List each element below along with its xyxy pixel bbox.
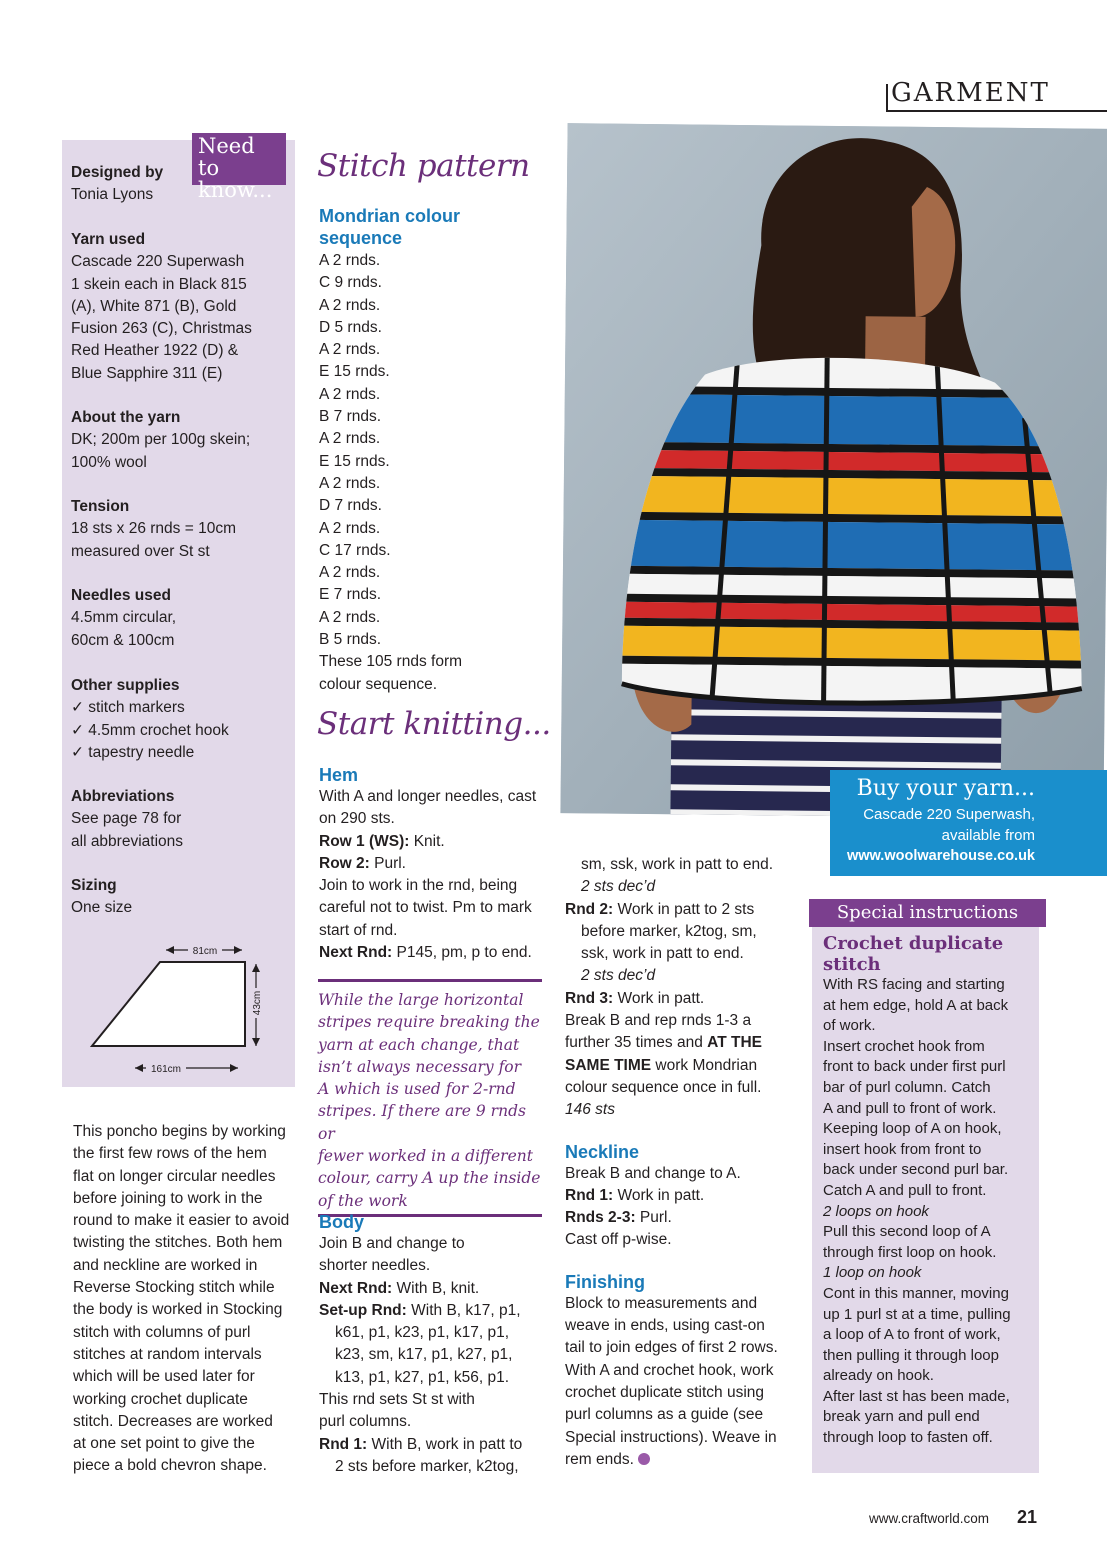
sequence-row: A 2 rnds. bbox=[319, 430, 381, 448]
neck-rnd1-line bbox=[565, 1185, 800, 1207]
row1-label: Row 1 (WS): bbox=[319, 832, 410, 850]
yarn-line: Red Heather 1922 (D) & bbox=[71, 342, 239, 360]
sts-note: 146 sts bbox=[565, 1101, 615, 1119]
neck-line: Break B and change to A. bbox=[565, 1164, 741, 1182]
quote-line: While the large horizontal bbox=[318, 991, 524, 1009]
body-next-label: Next Rnd: bbox=[319, 1279, 393, 1297]
finishing-line: weave in ends, using cast-on bbox=[565, 1317, 765, 1335]
next-rnd-label: Next Rnd: bbox=[319, 944, 393, 962]
colour-once-line: colour sequence once in full. bbox=[565, 1078, 762, 1096]
sequence-row: A 2 rnds. bbox=[319, 519, 381, 537]
tension bbox=[71, 496, 236, 563]
setup-label: Set-up Rnd: bbox=[319, 1301, 407, 1319]
arrowhead bbox=[234, 946, 242, 954]
measure-top-label: 81cm bbox=[192, 946, 218, 957]
quote-line: yarn at each change, that bbox=[318, 1035, 520, 1054]
yarn-line: 1 skein each in Black 815 bbox=[71, 275, 247, 293]
tension-line: 18 sts x 26 rnds = 10cm bbox=[71, 520, 236, 538]
intro-line: at one set point to give the bbox=[73, 1435, 255, 1453]
sequence-row: E 15 rnds. bbox=[319, 363, 390, 381]
neck-rnds-label: Rnds 2-3: bbox=[565, 1209, 636, 1227]
same-time-line bbox=[565, 1055, 800, 1077]
rnd3-line bbox=[565, 988, 800, 1010]
neck-rnd1-text: Work in patt. bbox=[613, 1186, 705, 1204]
schematic-shape bbox=[92, 962, 245, 1046]
poncho-illustration bbox=[560, 123, 1107, 819]
body-subhead: Body bbox=[319, 1212, 364, 1232]
start-knitting-heading: Start knitting... bbox=[317, 706, 551, 742]
special-line: front to back under first purl bbox=[823, 1058, 1006, 1076]
finishing-subhead: Finishing bbox=[565, 1271, 645, 1292]
intro-line: stitch with columns of purl bbox=[73, 1323, 251, 1341]
needles-line: 4.5mm circular, bbox=[71, 609, 177, 627]
sizing-label: Sizing bbox=[71, 877, 117, 894]
sets-line: purl columns. bbox=[319, 1413, 412, 1431]
section-rule bbox=[886, 110, 1107, 112]
mondrian-sequence bbox=[319, 205, 462, 696]
body-line: shorter needles. bbox=[319, 1257, 431, 1275]
yarn-used bbox=[71, 229, 252, 385]
intro-line: before joining to work in the bbox=[73, 1189, 263, 1207]
schematic-diagram bbox=[80, 936, 280, 1081]
intro-text bbox=[73, 1121, 303, 1478]
sequence-row: E 15 rnds. bbox=[319, 452, 390, 470]
intro-line: flat on longer circular needles bbox=[73, 1167, 276, 1185]
hem-line: With A and longer needles, cast bbox=[319, 788, 537, 805]
quote-line: stripes require breaking the bbox=[318, 1013, 540, 1032]
about-yarn bbox=[71, 407, 250, 474]
neck-rnds-line bbox=[565, 1207, 800, 1229]
setup-line bbox=[319, 1300, 549, 1322]
row2-label: Row 2: bbox=[319, 854, 370, 872]
yarn-ball-icon bbox=[638, 1453, 650, 1465]
neck-rnds-text: Purl. bbox=[635, 1209, 672, 1227]
designer-name: Tonia Lyons bbox=[71, 186, 154, 204]
sequence-row: A 2 rnds. bbox=[319, 296, 381, 314]
special-content bbox=[823, 933, 1038, 1449]
body-section bbox=[319, 1211, 549, 1478]
section-label: GARMENT bbox=[891, 78, 1050, 108]
rnd2-text: Work in patt to 2 sts bbox=[613, 900, 755, 918]
sequence-row: A 2 rnds. bbox=[319, 564, 381, 582]
cont-line: sm, ssk, work in patt to end. bbox=[581, 856, 774, 873]
intro-line: round to make it easier to avoid bbox=[73, 1212, 290, 1230]
rnd2-indent: ssk, work in patt to end. bbox=[581, 945, 744, 963]
sequence-row: E 7 rnds. bbox=[319, 586, 382, 604]
rnd3-text: Work in patt. bbox=[613, 989, 705, 1007]
sets-line: This rnd sets St st with bbox=[319, 1391, 475, 1409]
quote-line: colour, carry A up the inside bbox=[318, 1169, 541, 1188]
intro-line: working crochet duplicate bbox=[73, 1390, 248, 1408]
tension-line: measured over St st bbox=[71, 542, 210, 560]
same-time: SAME TIME bbox=[565, 1056, 652, 1074]
supplies-label: Other supplies bbox=[71, 677, 180, 694]
break-line: Break B and rep rnds 1-3 a bbox=[565, 1012, 752, 1030]
supply-item: ✓ stitch markers bbox=[71, 699, 185, 717]
about-yarn-label: About the yarn bbox=[71, 409, 181, 426]
mondrian-subhead: sequence bbox=[319, 228, 403, 248]
hem-line: on 290 sts. bbox=[319, 810, 395, 828]
quote-line: of the work bbox=[318, 1191, 408, 1210]
page-number: 21 bbox=[1017, 1507, 1038, 1527]
quote-line: fewer worked in a different bbox=[318, 1147, 533, 1166]
intro-line: the first few rows of the hem bbox=[73, 1145, 267, 1163]
special-line: Pull this second loop of A bbox=[823, 1223, 991, 1241]
special-subhead: stitch bbox=[823, 954, 881, 975]
sequence-row: A 2 rnds. bbox=[319, 341, 381, 359]
setup-indent: k23, sm, k17, p1, k27, p1, bbox=[335, 1346, 513, 1364]
intro-line: twisting the stitches. Both hem bbox=[73, 1234, 283, 1252]
finishing-line: Special instructions). Weave in bbox=[565, 1428, 777, 1446]
special-line: then pulling it through loop bbox=[823, 1346, 999, 1364]
yarn-used-label: Yarn used bbox=[71, 231, 146, 248]
buy-yarn-link[interactable]: www.woolwarehouse.co.uk bbox=[847, 848, 1035, 864]
dec-note: 2 sts dec’d bbox=[581, 967, 656, 985]
at-the: AT THE bbox=[707, 1034, 762, 1052]
quote-line: stripes. If there are 9 rnds or bbox=[318, 1102, 526, 1143]
further-text: further 35 times and bbox=[565, 1034, 708, 1052]
intro-line: which will be used later for bbox=[73, 1368, 255, 1386]
finishing-line: Block to measurements and bbox=[565, 1294, 758, 1312]
intro-line: Reverse Stocking stitch while bbox=[73, 1279, 275, 1297]
sequence-row: B 5 rnds. bbox=[319, 631, 382, 649]
arrowhead bbox=[135, 1064, 143, 1072]
sequence-closing: These 105 rnds form bbox=[319, 653, 463, 671]
finishing-line: tail to join edges of first 2 rows. bbox=[565, 1339, 778, 1357]
sequence-row: C 9 rnds. bbox=[319, 274, 382, 292]
intro-line: stitch. Decreases are worked bbox=[73, 1412, 273, 1430]
abbrev-label: Abbreviations bbox=[71, 788, 175, 805]
sequence-row: A 2 rnds. bbox=[319, 474, 381, 492]
special-line: Keeping loop of A on hook, bbox=[823, 1120, 1002, 1138]
special-line: With RS facing and starting bbox=[823, 976, 1005, 993]
next-rnd-text: P145, pm, p to end. bbox=[392, 944, 532, 962]
sequence-row: A 2 rnds. bbox=[319, 252, 381, 269]
join-line: start of rnd. bbox=[319, 921, 398, 939]
special-instructions-tab: Special instructions bbox=[809, 899, 1046, 927]
buy-yarn-line2: available from bbox=[941, 827, 1035, 844]
body-next-line bbox=[319, 1278, 549, 1300]
hem-section bbox=[319, 764, 549, 964]
yarn-line: Fusion 263 (C), Christmas bbox=[71, 320, 252, 338]
row1-line bbox=[319, 831, 549, 853]
rnd1-text: With B, work in patt to bbox=[367, 1435, 523, 1453]
body-next-text: With B, knit. bbox=[392, 1279, 480, 1297]
special-line: back under second purl bar. bbox=[823, 1161, 1009, 1179]
special-line: a loop of A to front of work, bbox=[823, 1326, 1001, 1344]
neck-cast-line: Cast off p-wise. bbox=[565, 1231, 672, 1249]
special-line: bar of purl column. Catch bbox=[823, 1078, 991, 1096]
measure-side-label: 43cm bbox=[252, 990, 263, 1016]
special-line: A and pull to front of work. bbox=[823, 1099, 997, 1117]
supply-item: ✓ 4.5mm crochet hook bbox=[71, 721, 229, 739]
abbrev-line: all abbreviations bbox=[71, 832, 184, 850]
mondrian-subhead: Mondrian colour bbox=[319, 206, 460, 226]
rnd3-label: Rnd 3: bbox=[565, 989, 614, 1007]
join-line: Join to work in the rnd, being bbox=[319, 877, 518, 895]
special-line: 1 loop on hook bbox=[823, 1264, 922, 1282]
quote-line: A which is used for 2-rnd bbox=[318, 1080, 516, 1099]
dec-note: 2 sts dec’d bbox=[581, 878, 656, 896]
special-line: up 1 purl st at a time, pulling bbox=[823, 1305, 1011, 1323]
further-line bbox=[565, 1032, 800, 1054]
special-line: 2 loops on hook bbox=[823, 1202, 929, 1220]
stitch-pattern-heading: Stitch pattern bbox=[317, 148, 530, 184]
special-line: already on hook. bbox=[823, 1367, 934, 1385]
about-line: 100% wool bbox=[71, 453, 147, 471]
intro-line: stitches at random intervals bbox=[73, 1345, 262, 1363]
other-supplies bbox=[71, 675, 229, 764]
finishing-last-line bbox=[565, 1449, 800, 1471]
needles-label: Needles used bbox=[71, 587, 171, 604]
arrowhead bbox=[230, 1064, 238, 1072]
body-line: Join B and change to bbox=[319, 1235, 465, 1252]
setup-text: With B, k17, p1, bbox=[406, 1301, 521, 1319]
finishing-last: rem ends. bbox=[565, 1450, 634, 1468]
neck-rnd1-label: Rnd 1: bbox=[565, 1186, 614, 1204]
footer-url[interactable]: www.craftworld.com bbox=[869, 1511, 990, 1526]
needles-used bbox=[71, 585, 176, 652]
rnd1-line bbox=[319, 1434, 549, 1456]
quote-line: isn’t always necessary for bbox=[318, 1057, 522, 1076]
sequence-row: D 5 rnds. bbox=[319, 318, 382, 336]
about-line: DK; 200m per 100g skein; bbox=[71, 431, 251, 449]
special-line: through first loop on hook. bbox=[823, 1243, 997, 1261]
need-to-know-line1: Need to bbox=[198, 134, 255, 180]
arrowhead bbox=[166, 946, 174, 954]
poncho-photo bbox=[560, 123, 1107, 819]
rnd2-indent: before marker, k2tog, sm, bbox=[581, 922, 757, 940]
tip-quote bbox=[318, 979, 542, 1217]
same-rest: work Mondrian bbox=[651, 1056, 758, 1074]
sequence-row: C 17 rnds. bbox=[319, 541, 391, 559]
setup-indent: k13, p1, k27, p1, k56, p1. bbox=[335, 1368, 510, 1386]
supply-item: ✓ tapestry needle bbox=[71, 743, 195, 761]
finishing-line: purl columns as a guide (see bbox=[565, 1406, 764, 1424]
setup-indent: k61, p1, k23, p1, k17, p1, bbox=[335, 1324, 510, 1342]
finishing-line: With A and crochet hook, work bbox=[565, 1361, 774, 1379]
buy-yarn-box bbox=[830, 770, 1107, 876]
need-to-know-tab bbox=[192, 133, 286, 202]
needles-line: 60cm & 100cm bbox=[71, 631, 175, 649]
sizing bbox=[71, 875, 132, 920]
row2-line bbox=[319, 853, 549, 875]
measure-bottom-label: 161cm bbox=[150, 1064, 182, 1075]
yarn-line: (A), White 871 (B), Gold bbox=[71, 297, 237, 315]
designed-by bbox=[71, 162, 163, 207]
col3-section bbox=[565, 854, 800, 1471]
intro-line: This poncho begins by working bbox=[73, 1123, 286, 1140]
abbreviations bbox=[71, 786, 183, 853]
sequence-row: A 2 rnds. bbox=[319, 385, 381, 403]
rnd2-label: Rnd 2: bbox=[565, 900, 614, 918]
tension-label: Tension bbox=[71, 498, 130, 515]
special-line: break yarn and pull end bbox=[823, 1408, 980, 1426]
sequence-row: A 2 rnds. bbox=[319, 608, 381, 626]
row2-text: Purl. bbox=[369, 854, 406, 872]
next-rnd-line bbox=[319, 942, 549, 964]
intro-line: and neckline are worked in bbox=[73, 1256, 258, 1274]
sequence-row: D 7 rnds. bbox=[319, 497, 382, 515]
yarn-line: Cascade 220 Superwash bbox=[71, 253, 245, 271]
intro-line: the body is worked in Stocking bbox=[73, 1301, 283, 1319]
rnd1-label: Rnd 1: bbox=[319, 1435, 368, 1453]
sizing-value: One size bbox=[71, 899, 133, 917]
abbrev-line: See page 78 for bbox=[71, 810, 182, 828]
special-line: Cont in this manner, moving bbox=[823, 1284, 1009, 1302]
rnd2-line bbox=[565, 899, 800, 921]
special-line: Insert crochet hook from bbox=[823, 1037, 985, 1055]
intro-line: piece a bold chevron shape. bbox=[73, 1457, 267, 1475]
rnd1-indent: 2 sts before marker, k2tog, bbox=[335, 1457, 519, 1475]
special-subhead: Crochet duplicate bbox=[823, 933, 1004, 954]
sequence-row: B 7 rnds. bbox=[319, 408, 382, 426]
hem-subhead: Hem bbox=[319, 765, 359, 785]
designed-by-label: Designed by bbox=[71, 164, 164, 181]
arrowhead bbox=[252, 964, 260, 972]
buy-yarn-line1: Cascade 220 Superwash, bbox=[863, 806, 1035, 823]
sequence-list bbox=[319, 250, 462, 696]
buy-yarn-title: Buy your yarn... bbox=[856, 776, 1035, 801]
special-line: insert hook from front to bbox=[823, 1140, 982, 1158]
special-lines bbox=[823, 975, 1038, 1449]
row1-text: Knit. bbox=[409, 832, 445, 850]
finishing-line: crochet duplicate stitch using bbox=[565, 1383, 765, 1401]
neckline-subhead: Neckline bbox=[565, 1141, 640, 1162]
join-line: careful not to twist. Pm to mark bbox=[319, 899, 532, 917]
special-line: After last st has been made, bbox=[823, 1387, 1010, 1405]
special-line: of work. bbox=[823, 1017, 876, 1035]
need-to-know-line2: know... bbox=[198, 178, 273, 202]
arrowhead bbox=[252, 1038, 260, 1046]
sequence-closing: colour sequence. bbox=[319, 675, 438, 693]
special-line: through loop to fasten off. bbox=[823, 1429, 993, 1447]
special-line: Catch A and pull to front. bbox=[823, 1181, 987, 1199]
section-divider bbox=[886, 84, 888, 112]
yarn-line: Blue Sapphire 311 (E) bbox=[71, 364, 223, 382]
special-line: at hem edge, hold A at back bbox=[823, 996, 1009, 1014]
